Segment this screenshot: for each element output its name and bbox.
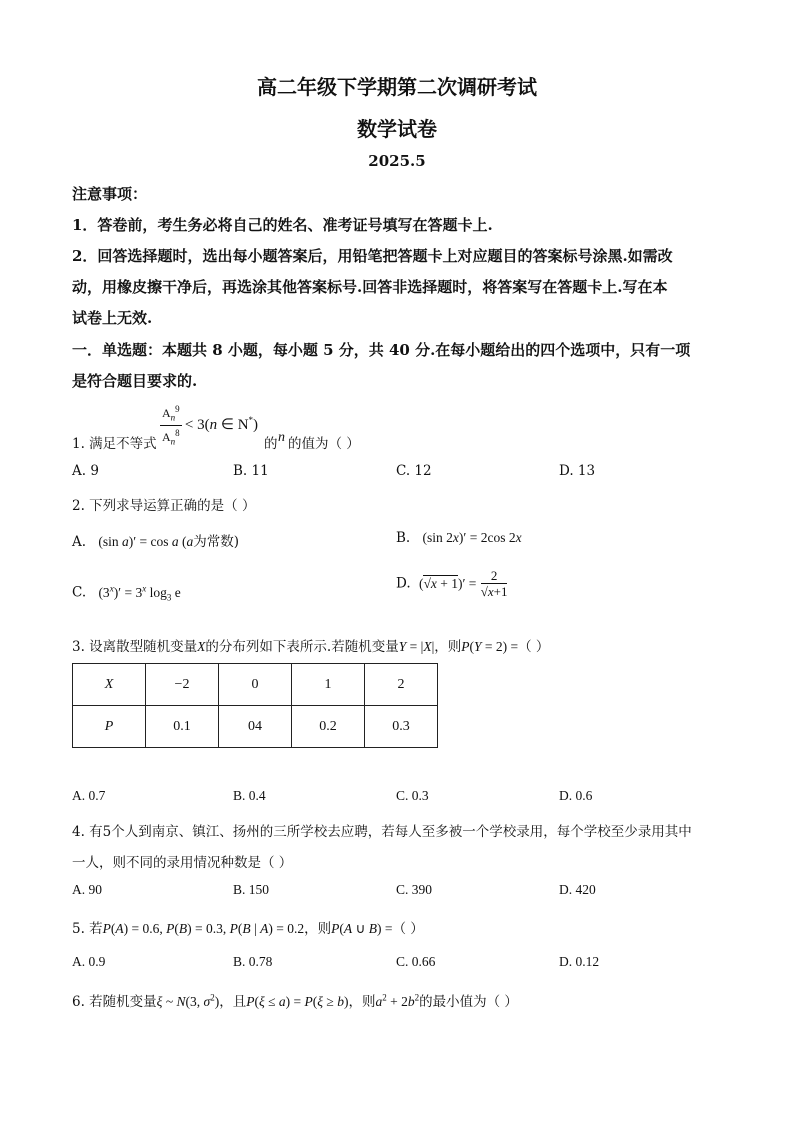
- table-cell: 2: [365, 664, 438, 706]
- q1-inequality: $\frac{A_n^9}{A_n^8}$ < 3(n ∈ N*): [162, 404, 259, 447]
- distribution-table: [72, 663, 438, 748]
- q5-option-b: B. 0.78: [233, 954, 273, 969]
- table-cell: 0.2: [292, 706, 365, 748]
- notice-item-2-line-3: 试卷上无效.: [72, 309, 153, 327]
- q1-option-a: A. 9: [72, 463, 99, 479]
- q1-option-d: D. 13: [559, 463, 596, 479]
- page-title: 高二年级下学期第二次调研考试: [257, 75, 537, 99]
- question-4-line-1: 4. 有5个人到南京、镇江、扬州的三所学校去应聘，若每人至多被一个学校录用，每个学校至少录用其中: [72, 824, 692, 840]
- question-4-line-2: 一人，则不同的录用情况种数是（ ）: [72, 855, 293, 871]
- table-cell: X: [73, 664, 146, 706]
- table-cell: −2: [146, 664, 219, 706]
- q3-option-b: B. 0.4: [233, 788, 266, 803]
- q2-option-c: C. $(3^x)' = 3^x$ $\log_3 e$: [72, 583, 181, 603]
- question-6-stem: 6. 若随机变量ξ ~ N(3, $\sigma^2$)，且P(ξ ≤ a) = P(ξ ≥ b)，则$a^2 + 2b^2$的最小值为（ ）: [72, 992, 518, 1010]
- question-5-stem: 5. 若P(A) = 0.6, P(B) = 0.3, P(B | A) = 0.2，则P(A ∪ B) =（ ）: [72, 921, 424, 937]
- q4-option-c: C. 390: [396, 882, 433, 897]
- table-cell: 0.3: [365, 706, 438, 748]
- q2-option-d: D. (√x + 1)′ = $\frac{2}{√x+1}$: [396, 568, 508, 599]
- notice-item-2-line-1: 2．回答选择题时，选出每小题答案后，用铅笔把答题卡上对应题目的答案标号涂黑.如需改: [72, 247, 673, 265]
- q3-option-d: D. 0.6: [559, 788, 593, 803]
- table-row: [73, 664, 438, 706]
- q3-option-c: C. 0.3: [396, 788, 429, 803]
- notice-item-1: 1．答卷前，考生务必将自己的姓名、准考证号填写在答题卡上.: [72, 216, 493, 234]
- q5-option-c: C. 0.66: [396, 954, 436, 969]
- notice-heading: 注意事项：: [72, 185, 148, 203]
- table-cell: P: [73, 706, 146, 748]
- q2-option-a: A. (sin a)′ = cos a (a为常数): [72, 534, 240, 550]
- question-3-stem: 3. 设离散型随机变量X的分布列如下表所示.若随机变量Y = |X|，则P(Y = 2) =（ ）: [72, 639, 550, 655]
- q5-option-d: D. 0.12: [559, 954, 600, 969]
- q1-option-b: B. 11: [233, 463, 269, 479]
- exam-date: 2025.5: [368, 152, 426, 170]
- q5-option-a: A. 0.9: [72, 954, 106, 969]
- q3-option-a: A. 0.7: [72, 788, 106, 803]
- table-cell: 1: [292, 664, 365, 706]
- q1-option-c: C. 12: [396, 463, 432, 479]
- q2-option-b: B. (sin 2x)′ = 2cos 2x: [396, 530, 522, 546]
- section-heading-line-1: 一．单选题：本题共 8 小题，每小题 5 分，共 40 分.在每小题给出的四个选项中，只有一项: [72, 341, 691, 359]
- q4-option-d: D. 420: [559, 882, 596, 897]
- table-cell: 0.1: [146, 706, 219, 748]
- table-row: [73, 706, 438, 748]
- question-2-stem: 2. 下列求导运算正确的是（ ）: [72, 498, 256, 514]
- notice-item-2-line-2: 动，用橡皮擦干净后，再选涂其他答案标号.回答非选择题时，将答案写在答题卡上.写在本: [72, 278, 668, 296]
- q4-option-b: B. 150: [233, 882, 270, 897]
- table-cell: 0: [219, 664, 292, 706]
- paper-subtitle: 数学试卷: [357, 117, 437, 141]
- table-cell: 04: [219, 706, 292, 748]
- q4-option-a: A. 90: [72, 882, 102, 897]
- section-heading-line-2: 是符合题目要求的.: [72, 372, 198, 390]
